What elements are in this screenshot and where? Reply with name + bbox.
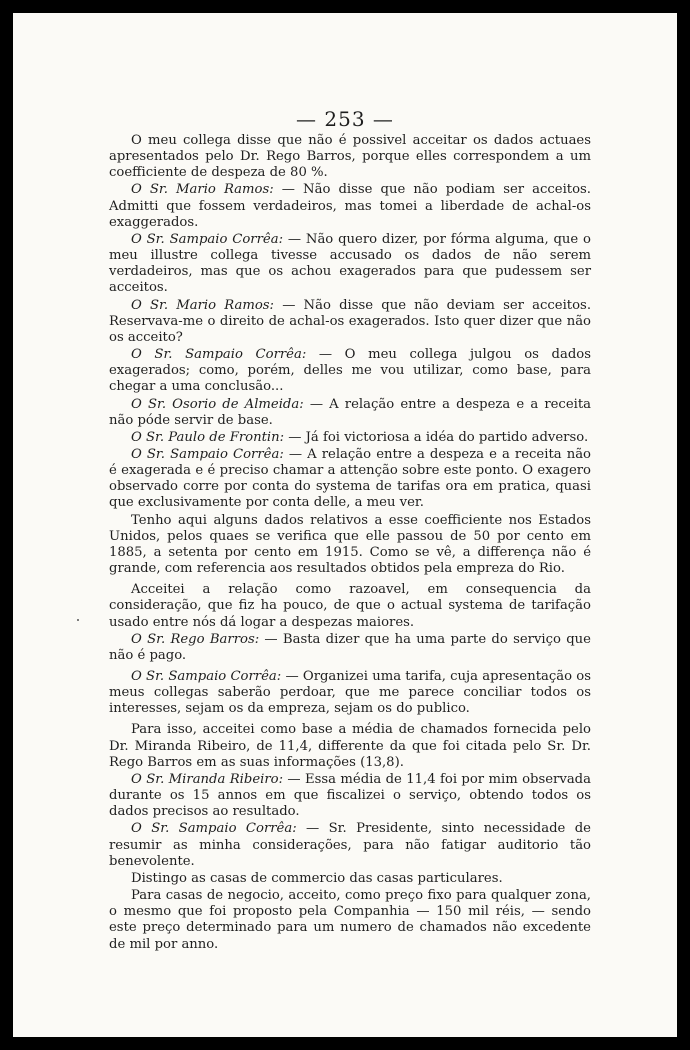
paragraph bbox=[109, 347, 591, 395]
paragraph bbox=[109, 133, 591, 181]
paragraph bbox=[109, 232, 591, 297]
paragraph-text: — Basta dizer que ha uma parte do serviço que não é pago. bbox=[109, 631, 591, 663]
paragraph-text: — Não disse que não podiam ser acceitos. Admitti que fossem verdadeiros, mas tomei a liberdade de achal-os exaggerados. bbox=[109, 182, 591, 230]
paragraph bbox=[109, 722, 591, 770]
paragraph-text: Acceitei a relação como razoavel, em consequencia da consideração, que fiz ha pouco, de que o actual systema de tarifação usado entre nós dá logar a despezas maiores. bbox=[109, 582, 591, 630]
paragraph bbox=[109, 397, 591, 429]
paragraph bbox=[109, 298, 591, 346]
paragraph-text: — O meu collega julgou os dados exagerados; como, porém, delles me vou utilizar, como base, para chegar a uma conclusão... bbox=[109, 347, 591, 395]
paragraph bbox=[109, 871, 591, 887]
document-page bbox=[13, 13, 677, 1037]
paragraph bbox=[109, 669, 591, 717]
paragraph-text: — A relação entre a despeza e a receita não é exagerada e é preciso chamar a attenção sobre este ponto. O exagero observado corre por conta do systema de tarifas ora em pratica, quasi que exclusivamente por conta delle, a meu ver. bbox=[109, 446, 591, 511]
paragraph bbox=[109, 772, 591, 820]
speaker-name: O Sr. Osorio de Almeida: bbox=[131, 396, 304, 412]
speaker-name: O Sr. Sampaio Corrêa: bbox=[131, 231, 284, 247]
paragraph-text: Para casas de negocio, acceito, como preço fixo para qualquer zona, o mesmo que foi proposto pela Companhia — 150 mil réis, — sendo este preço determinado para um numero de chamados não excedente de mil por anno. bbox=[109, 888, 591, 952]
text-body bbox=[109, 133, 591, 954]
page-number: — 253 — bbox=[296, 107, 394, 131]
speaker-name: O Sr. Sampaio Corrêa: bbox=[131, 669, 282, 684]
speaker-name: O Sr. Mario Ramos: bbox=[131, 182, 274, 198]
margin-speck bbox=[77, 619, 79, 621]
paragraph bbox=[109, 821, 591, 869]
speaker-name: O Sr. Sampaio Corrêa: bbox=[131, 347, 307, 363]
paragraph-text: — Não disse que não deviam ser acceitos. Reservava-me o direito de achal-os exagerados. Isto quer dizer que não os acceito? bbox=[109, 297, 592, 345]
speaker-name: O Sr. Miranda Ribeiro: bbox=[131, 771, 284, 787]
paragraph bbox=[109, 632, 591, 664]
paragraph-text: Para isso, acceitei como base a média de chamados fornecida pelo Dr. Miranda Ribeiro, de 11,4, differente da que foi citada pelo Sr. Dr. Rego Barros em as suas informações (13,8). bbox=[109, 722, 591, 770]
paragraph-text: — Organizei uma tarifa, cuja apresentação os meus collegas saberão perdoar, que me parece conciliar todos os interesses, sejam os da empreza, sejam os do publico. bbox=[109, 669, 591, 717]
speaker-name: O Sr. Mario Ramos: bbox=[131, 297, 275, 313]
speaker-name: O Sr. Sampaio Corrêa: bbox=[131, 821, 297, 837]
paragraph-text: — Essa média de 11,4 foi por mim observada durante os 15 annos em que fiscalizei o serviço, obtendo todos os dados precisos ao resultado. bbox=[109, 771, 591, 820]
paragraph-text: — Sr. Presidente, sinto necessidade de resumir as minha considerações, para não fatigar auditorio tão benevolente. bbox=[109, 821, 591, 869]
paragraph bbox=[109, 888, 591, 953]
paragraph-text: — Já foi victoriosa a idéa do partido adverso. bbox=[284, 429, 589, 445]
paragraph bbox=[109, 430, 591, 446]
paragraph-text: O meu collega disse que não é possivel acceitar os dados actuaes apresentados pelo Dr. Rego Barros, porque elles correspondem a um coefficiente de despeza de 80 %. bbox=[109, 133, 591, 181]
paragraph bbox=[109, 182, 591, 230]
speaker-name: O Sr. Paulo de Frontin: bbox=[131, 429, 285, 445]
paragraph-text: Tenho aqui alguns dados relativos a esse coefficiente nos Estados Unidos, pelos quaes se verifica que elle passou de 50 por cento em 1885, a setenta por cento em 1915. Como se vê, a differença não é grande, com referencia aos resultados obtidos pela empreza do Rio. bbox=[109, 512, 591, 577]
paragraph bbox=[109, 447, 591, 512]
paragraph-text: — A relação entre a despeza e a receita não póde servir de base. bbox=[109, 396, 591, 428]
speaker-name: O Sr. Rego Barros: bbox=[131, 631, 260, 647]
paragraph-text: Distingo as casas de commercio das casas particulares. bbox=[131, 870, 503, 886]
paragraph-text: — Não quero dizer, por fórma alguma, que o meu illustre collega tivesse accusado os dados de não serem verdadeiros, mas que os achou exagerados para que pudessem ser acceitos. bbox=[109, 231, 591, 296]
speaker-name: O Sr. Sampaio Corrêa: bbox=[131, 446, 284, 462]
paragraph bbox=[109, 513, 591, 578]
paragraph bbox=[109, 582, 591, 630]
